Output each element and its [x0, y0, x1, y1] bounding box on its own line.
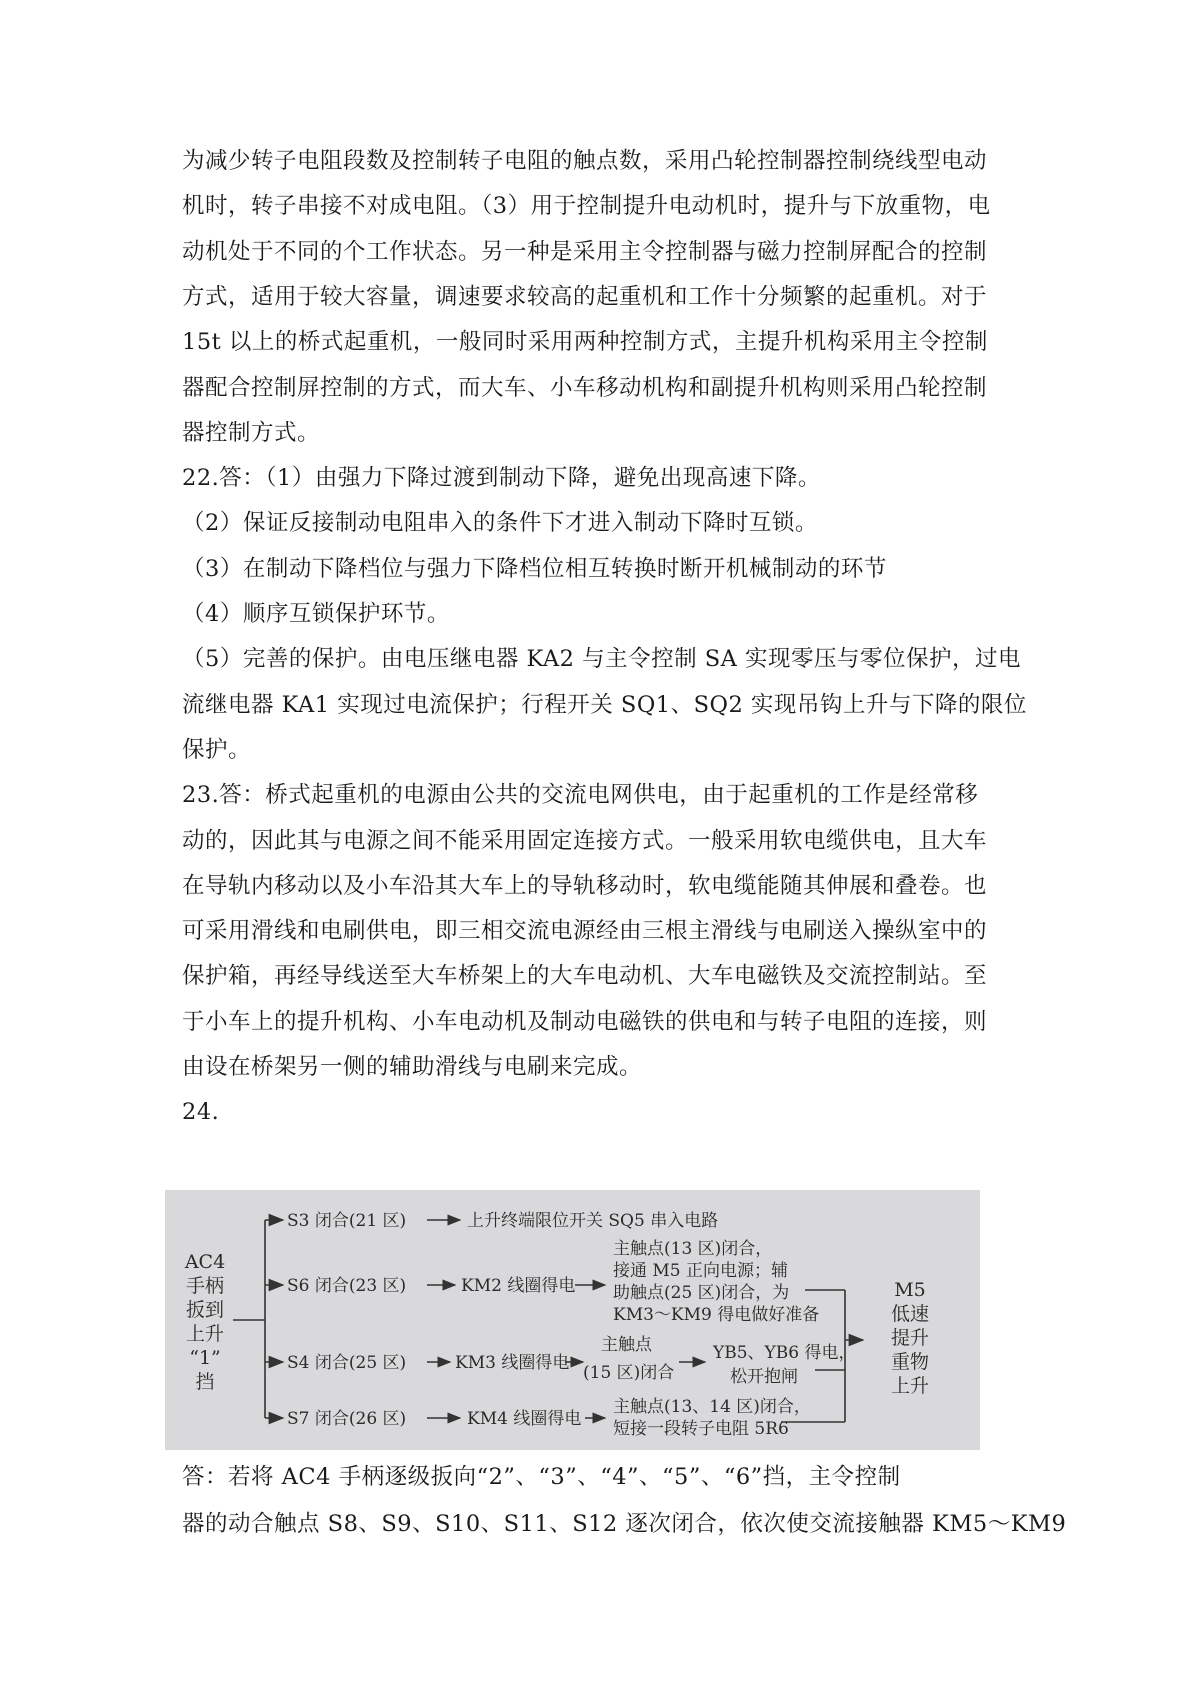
s6-result-line: KM3～KM9 得电做好准备 [613, 1305, 820, 1325]
control-flow-figure [165, 1190, 980, 1450]
text-line: 保护箱，再经导线送至大车桥架上的大车电动机、大车电磁铁及交流控制站。至 [182, 963, 988, 990]
text-line: 为减少转子电阻段数及控制转子电阻的触点数，采用凸轮控制器控制绕线型电动 [182, 148, 988, 174]
s7-coil: KM4 线圈得电 [467, 1409, 582, 1429]
right-box-line: 上升 [890, 1375, 930, 1397]
right-box-line: 提升 [890, 1327, 930, 1349]
text-line: 器控制方式。 [182, 419, 321, 446]
text-line: 15t 以上的桥式起重机，一般同时采用两种控制方式，主提升机构采用主令控制 [182, 329, 988, 356]
text-line: 在导轨内移动以及小车沿其大车上的导轨移动时，软电缆能随其伸展和叠卷。也 [182, 872, 988, 899]
text-line: 器的动合触点 S8、S9、S10、S11、S12 逐次闭合，依次使交流接触器 KM5～KM9 [182, 1511, 1067, 1537]
s3-result: 上升终端限位开关 SQ5 串入电路 [467, 1211, 719, 1231]
text-line: 方式，适用于较大容量，调速要求较高的起重机和工作十分频繁的起重机。对于 [182, 283, 988, 310]
text-line: 保护。 [182, 736, 252, 763]
s6-result-line: 主触点(13 区)闭合， [613, 1239, 773, 1259]
flow-diagram [165, 1190, 980, 1450]
text-line: 动的，因此其与电源之间不能采用固定连接方式。一般采用软电缆供电，且大车 [182, 827, 988, 854]
right-box-line: 低速 [890, 1303, 930, 1325]
right-box-line: M5 [894, 1279, 926, 1301]
left-box-line: “1” [189, 1347, 221, 1369]
text-line: 动机处于不同的个工作状态。另一种是采用主令控制器与磁力控制屏配合的控制 [182, 238, 988, 265]
s6-label: S6 闭合(23 区) [287, 1276, 407, 1296]
s3-label: S3 闭合(21 区) [287, 1211, 407, 1231]
text-line: 器配合控制屏控制的方式，而大车、小车移动机构和副提升机构则采用凸轮控制 [182, 374, 988, 401]
s7-result-line: 短接一段转子电阻 5R6 [613, 1419, 789, 1439]
left-box-line: 挡 [195, 1371, 215, 1393]
text-line: 23.答：桥式起重机的电源由公共的交流电网供电，由于起重机的工作是经常移 [182, 782, 979, 809]
left-bracket [233, 1220, 283, 1418]
text-line: 22.答：（1）由强力下降过渡到制动下降，避免出现高速下降。 [182, 465, 821, 492]
s4-result-line: 松开抱闸 [730, 1367, 798, 1387]
text-line: （4）顺序互锁保护环节。 [182, 601, 450, 627]
text-line: 于小车上的提升机构、小车电动机及制动电磁铁的供电和与转子电阻的连接，则 [182, 1008, 988, 1035]
right-box-line: 重物 [890, 1351, 930, 1373]
text-line: 流继电器 KA1 实现过电流保护；行程开关 SQ1、SQ2 实现吊钩上升与下降的限位 [182, 691, 1027, 718]
text-line: 可采用滑线和电刷供电，即三相交流电源经由三根主滑线与电刷送入操纵室中的 [182, 918, 988, 945]
text-line: 由设在桥架另一侧的辅助滑线与电刷来完成。 [182, 1054, 643, 1080]
s6-result-line: 助触点(25 区)闭合，为 [613, 1283, 790, 1303]
text-line: （2）保证反接制动电阻串入的条件下才进入制动下降时互锁。 [182, 510, 818, 537]
left-box-line: AC4 [184, 1251, 226, 1273]
text-line: （5）完善的保护。由电压继电器 KA2 与主令控制 SA 实现零压与零位保护，过电 [182, 646, 1022, 673]
left-box-line: 手柄 [185, 1275, 225, 1297]
s4-coil: KM3 线圈得电 [455, 1353, 570, 1373]
s4-result-line: YB5、YB6 得电， [713, 1343, 856, 1363]
left-box-line: 扳到 [185, 1299, 225, 1321]
text-line: （3）在制动下降档位与强力下降档位相互转换时断开机械制动的环节 [182, 555, 887, 582]
text-line: 机时，转子串接不对成电阻。（3）用于控制提升电动机时，提升与下放重物，电 [182, 193, 991, 220]
left-box-line: 上升 [185, 1323, 225, 1345]
text-line: 24. [182, 1099, 220, 1126]
s7-result-line: 主触点(13、14 区)闭合， [613, 1397, 811, 1417]
s4-label: S4 闭合(25 区) [287, 1353, 407, 1373]
left-box-labels [184, 1251, 225, 1393]
s6-result-line: 接通 M5 正向电源；辅 [613, 1261, 789, 1281]
s7-label: S7 闭合(26 区) [287, 1409, 407, 1429]
right-box-labels [891, 1279, 929, 1397]
s6-coil: KM2 线圈得电 [461, 1276, 576, 1296]
s4-contact-line: (15 区)闭合 [583, 1363, 675, 1383]
s4-contact-line: 主触点 [601, 1335, 652, 1355]
text-line: 答：若将 AC4 手柄逐级扳向“2”、“3”、“4”、“5”、“6”挡，主令控制 [182, 1464, 901, 1490]
